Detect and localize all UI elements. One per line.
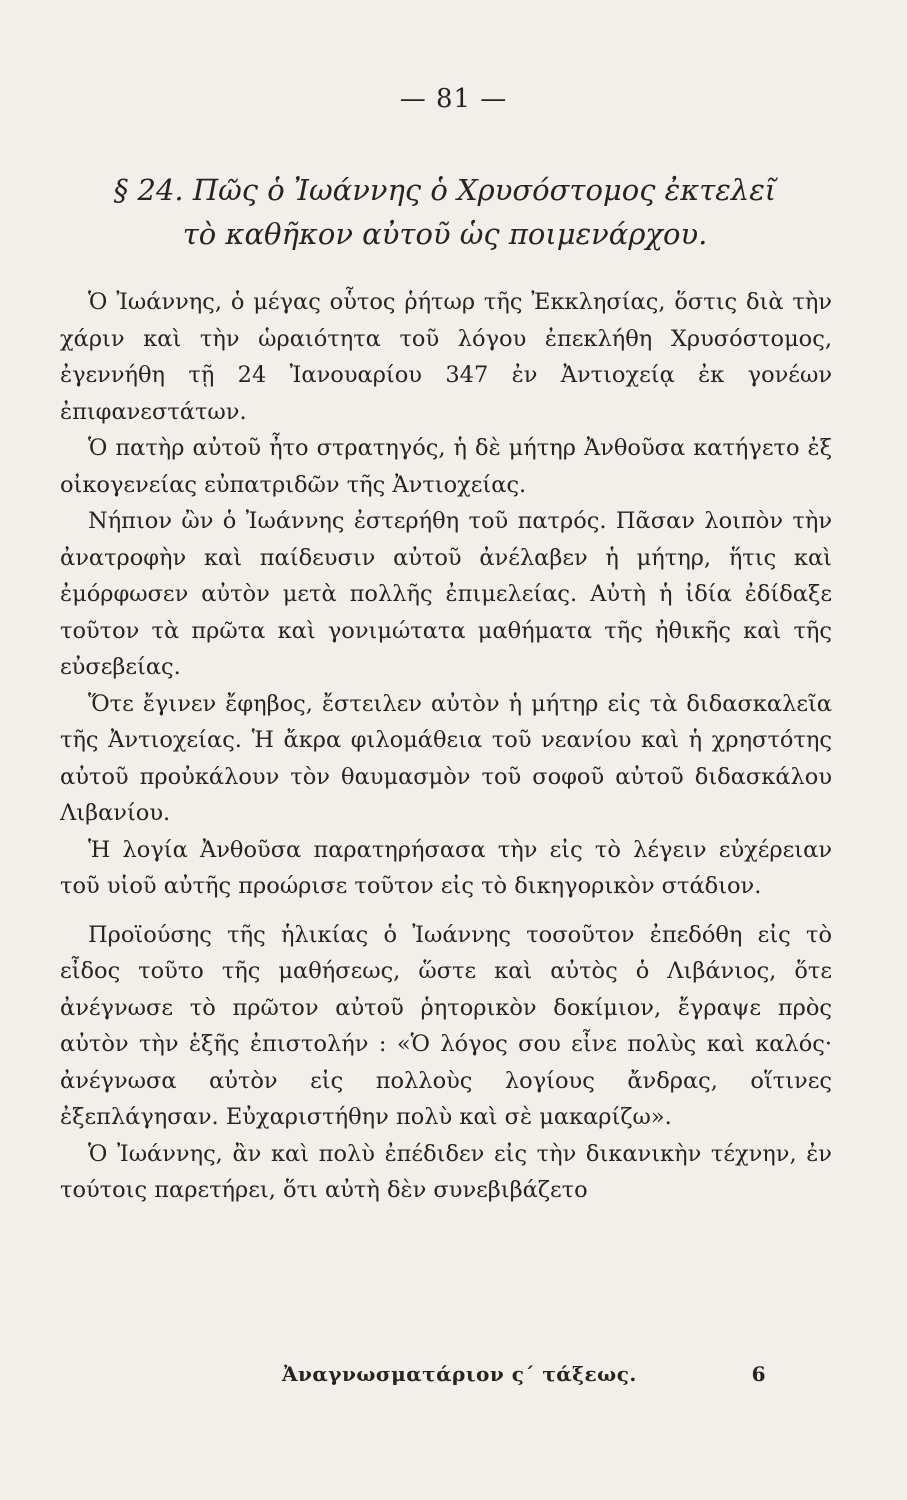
- paragraph: Ὅτε ἔγινεν ἔφηβος, ἔστειλεν αὐτὸν ἡ μήτηρ εἰς τὰ διδασκαλεῖα τῆς Ἀντιοχείας. Ἡ ἄκρα φιλομάθεια τοῦ νεανίου καὶ ἡ χρηστότης αὐτοῦ προὐκάλουν τὸν θαυμασμὸν τοῦ σοφοῦ αὐτοῦ διδασκάλου Λιβανίου.: [60, 690, 832, 826]
- paragraph: Προϊούσης τῆς ἡλικίας ὁ Ἰωάννης τοσοῦτον ἐπεδόθη εἰς τὸ εἶδος τοῦτο τῆς μαθήσεως, ὥστε καὶ αὐτὸς ὁ Λιβάνιος, ὅτε ἀνέγνωσε τὸ πρῶτον αὐτοῦ ῥητορικὸν δοκίμιον, ἔγραψε πρὸς αὐτὸν τὴν ἑξῆς ἐπιστολήν : «Ὁ λόγος σου εἶνε πολὺς καὶ καλός· ἀνέγνωσα αὐτὸν εἰς πολλοὺς λογίους ἄνδρας, οἵτινες ἐξεπλάγησαν. Εὐχαριστήθην πολὺ καὶ σὲ μακαρίζω».: [60, 921, 832, 1130]
- signature-mark: 6: [751, 1362, 766, 1386]
- section-heading-line-1: § 24. Πῶς ὁ Ἰωάννης ὁ Χρυσόστομος ἐκτελεῖ: [113, 173, 777, 207]
- section-heading: [60, 168, 830, 256]
- page-footer: [60, 1362, 832, 1386]
- book-title: Ἀναγνωσματάριον ς΄ τάξεως.: [282, 1362, 637, 1386]
- paragraph: Ἡ λογία Ἀνθοῦσα παρατηρήσασα τὴν εἰς τὸ λέγειν εὐχέρειαν τοῦ υἱοῦ αὐτῆς προώρισε τοῦτον εἰς τὸ δικηγορικὸν στάδιον.: [60, 836, 832, 899]
- paragraph: Νήπιον ὢν ὁ Ἰωάννης ἐστερήθη τοῦ πατρός. Πᾶσαν λοιπὸν τὴν ἀνατροφὴν καὶ παίδευσιν αὐτοῦ ἀνέλαβεν ἡ μήτηρ, ἥτις καὶ ἐμόρφωσεν αὐτὸν μετὰ πολλῆς ἐπιμελείας. Αὐτὴ ἡ ἰδία ἐδίδαξε τοῦτον τὰ πρῶτα καὶ γονιμώτατα μαθήματα τῆς ἠθικῆς καὶ τῆς εὐσεβείας.: [60, 508, 832, 680]
- paragraph: Ὁ Ἰωάννης, ὁ μέγας οὗτος ῥήτωρ τῆς Ἐκκλησίας, ὅστις διὰ τὴν χάριν καὶ τὴν ὡραιότητα τοῦ λόγου ἐπεκλήθη Χρυσόστομος, ἐγεννήθη τῇ 24 Ἰανουαρίου 347 ἐν Ἀντιοχείᾳ ἐκ γονέων ἐπιφανεστάτων.: [60, 289, 832, 425]
- body-text: [60, 284, 832, 1209]
- paragraph: Ὁ πατὴρ αὐτοῦ ἦτο στρατηγός, ἡ δὲ μήτηρ Ἀνθοῦσα κατήγετο ἐξ οἰκογενείας εὐπατριδῶν τῆς Ἀντιοχείας.: [60, 435, 832, 498]
- section-heading-line-2: τὸ καθῆκον αὐτοῦ ὡς ποιμενάρχου.: [182, 217, 708, 251]
- page-number: — 81 —: [399, 84, 508, 114]
- paragraph: Ὁ Ἰωάννης, ἂν καὶ πολὺ ἐπέδιδεν εἰς τὴν δικανικὴν τέχνην, ἐν τούτοις παρετήρει, ὅτι αὐτὴ δὲν συνεβιβάζετο: [60, 1140, 832, 1203]
